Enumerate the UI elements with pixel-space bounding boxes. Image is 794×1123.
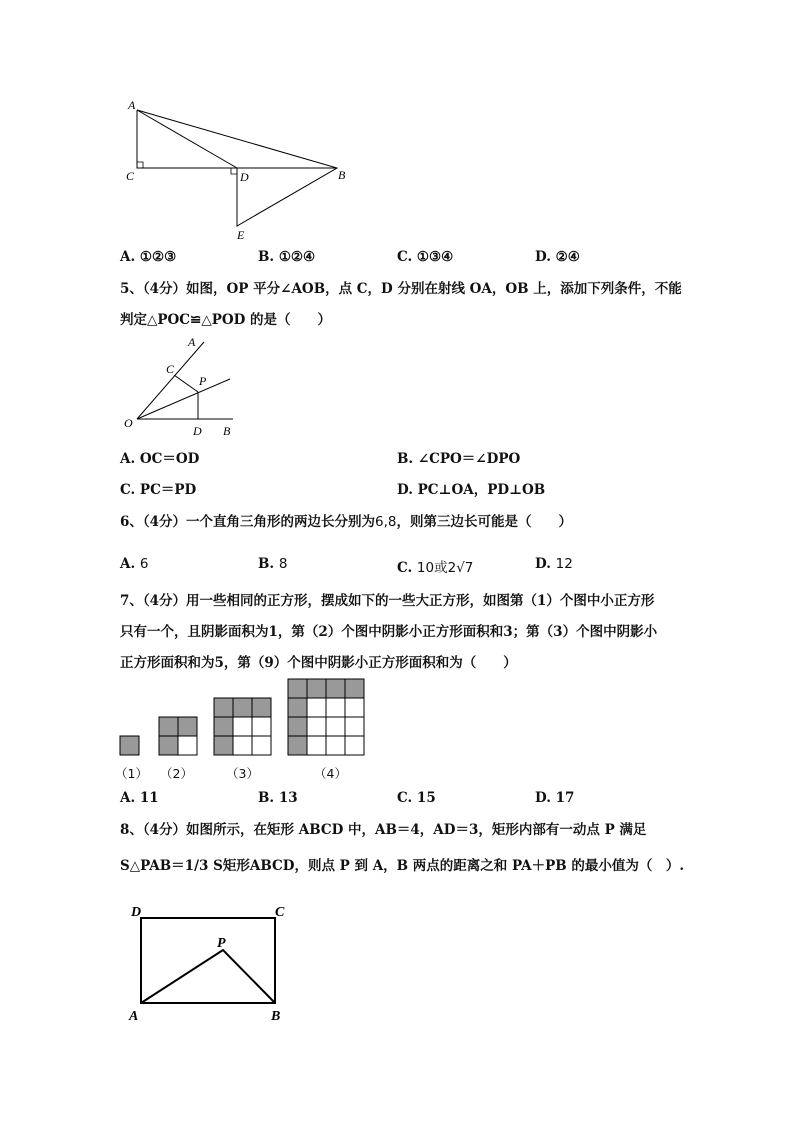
q8-label-c: C — [275, 905, 285, 920]
q8-label-b: B — [271, 1009, 281, 1024]
q5-label-b: B — [223, 424, 231, 438]
q5-label-c: C — [166, 362, 175, 376]
q6-option-a[interactable]: A. 6 — [120, 556, 149, 572]
q4-option-b[interactable]: B. ①②④ — [258, 249, 316, 265]
q8-label-a: A — [129, 1009, 139, 1024]
q4-label-a: A — [128, 98, 136, 112]
q5-stem-line1: 5、（4分）如图，OP 平分∠AOB，点 C，D 分别在射线 OA，OB 上，添加下列条件，不能 — [120, 281, 682, 297]
q8-label-p: P — [217, 936, 226, 951]
q6-option-b[interactable]: B. 8 — [258, 556, 288, 572]
q8-stem-line1: 8、（4分）如图所示，在矩形 ABCD 中，AB＝4，AD＝3，矩形内部有一动点 P 满足 — [120, 822, 647, 838]
q7-caption-2: （2） — [160, 766, 193, 781]
q7-caption-4: （4） — [314, 766, 347, 781]
q7-option-c[interactable]: C. 15 — [397, 790, 436, 806]
q5-label-p: P — [199, 374, 207, 388]
q6-stem-line1: 6、（4分）一个直角三角形的两边长分别为6,8，则第三边长可能是（ ） — [120, 514, 573, 530]
q5-label-a: A — [188, 335, 196, 349]
q5-option-d[interactable]: D. PC⊥OA，PD⊥OB — [397, 482, 546, 498]
q7-stem-line2: 只有一个，且阴影面积为1，第（2）个图中阴影小正方形面积和3；第（3）个图中阴影小 — [120, 624, 658, 640]
q4-option-c[interactable]: C. ①③④ — [397, 249, 454, 265]
q6-option-d[interactable]: D. 12 — [535, 556, 573, 572]
q7-caption-1: （1） — [115, 766, 148, 781]
q7-stem-line3: 正方形面积和为5，第（9）个图中阴影小正方形面积和为（ ） — [120, 655, 517, 671]
q5-option-a[interactable]: A. OC＝OD — [120, 451, 200, 467]
q7-stem-line1: 7、（4分）用一些相同的正方形，摆成如下的一些大正方形，如图第（1）个图中小正方形 — [120, 593, 655, 609]
q4-label-d: D — [240, 170, 249, 184]
q4-label-b: B — [338, 168, 346, 182]
q4-label-c: C — [126, 169, 135, 183]
q7-option-d[interactable]: D. 17 — [535, 790, 575, 806]
q7-squares-figure — [118, 676, 368, 758]
q7-option-a[interactable]: A. 11 — [120, 790, 159, 806]
q8-label-d: D — [131, 905, 142, 920]
q6-option-c[interactable]: C. 10或2√7 — [397, 560, 474, 576]
q4-triangle-figure — [120, 95, 360, 245]
q4-option-d[interactable]: D. ②④ — [535, 249, 580, 265]
q8-rectangle-figure — [125, 898, 300, 1028]
q7-caption-3: （3） — [226, 766, 259, 781]
q5-label-o: O — [124, 416, 133, 430]
q4-option-a[interactable]: A. ①②③ — [120, 249, 177, 265]
q5-label-d: D — [193, 424, 202, 438]
q7-option-b[interactable]: B. 13 — [258, 790, 298, 806]
q5-option-b[interactable]: B. ∠CPO＝∠DPO — [397, 451, 521, 467]
q5-angle-figure — [120, 335, 245, 440]
q5-option-c[interactable]: C. PC＝PD — [120, 482, 197, 498]
q4-label-e: E — [237, 228, 245, 242]
q8-stem-line2: S△PAB＝1/3 S矩形ABCD，则点 P 到 A，B 两点的距离之和 PA＋PB 的最小值为（ ）. — [120, 858, 685, 874]
q5-stem-line2: 判定△POC≌△POD 的是（ ） — [120, 312, 332, 328]
